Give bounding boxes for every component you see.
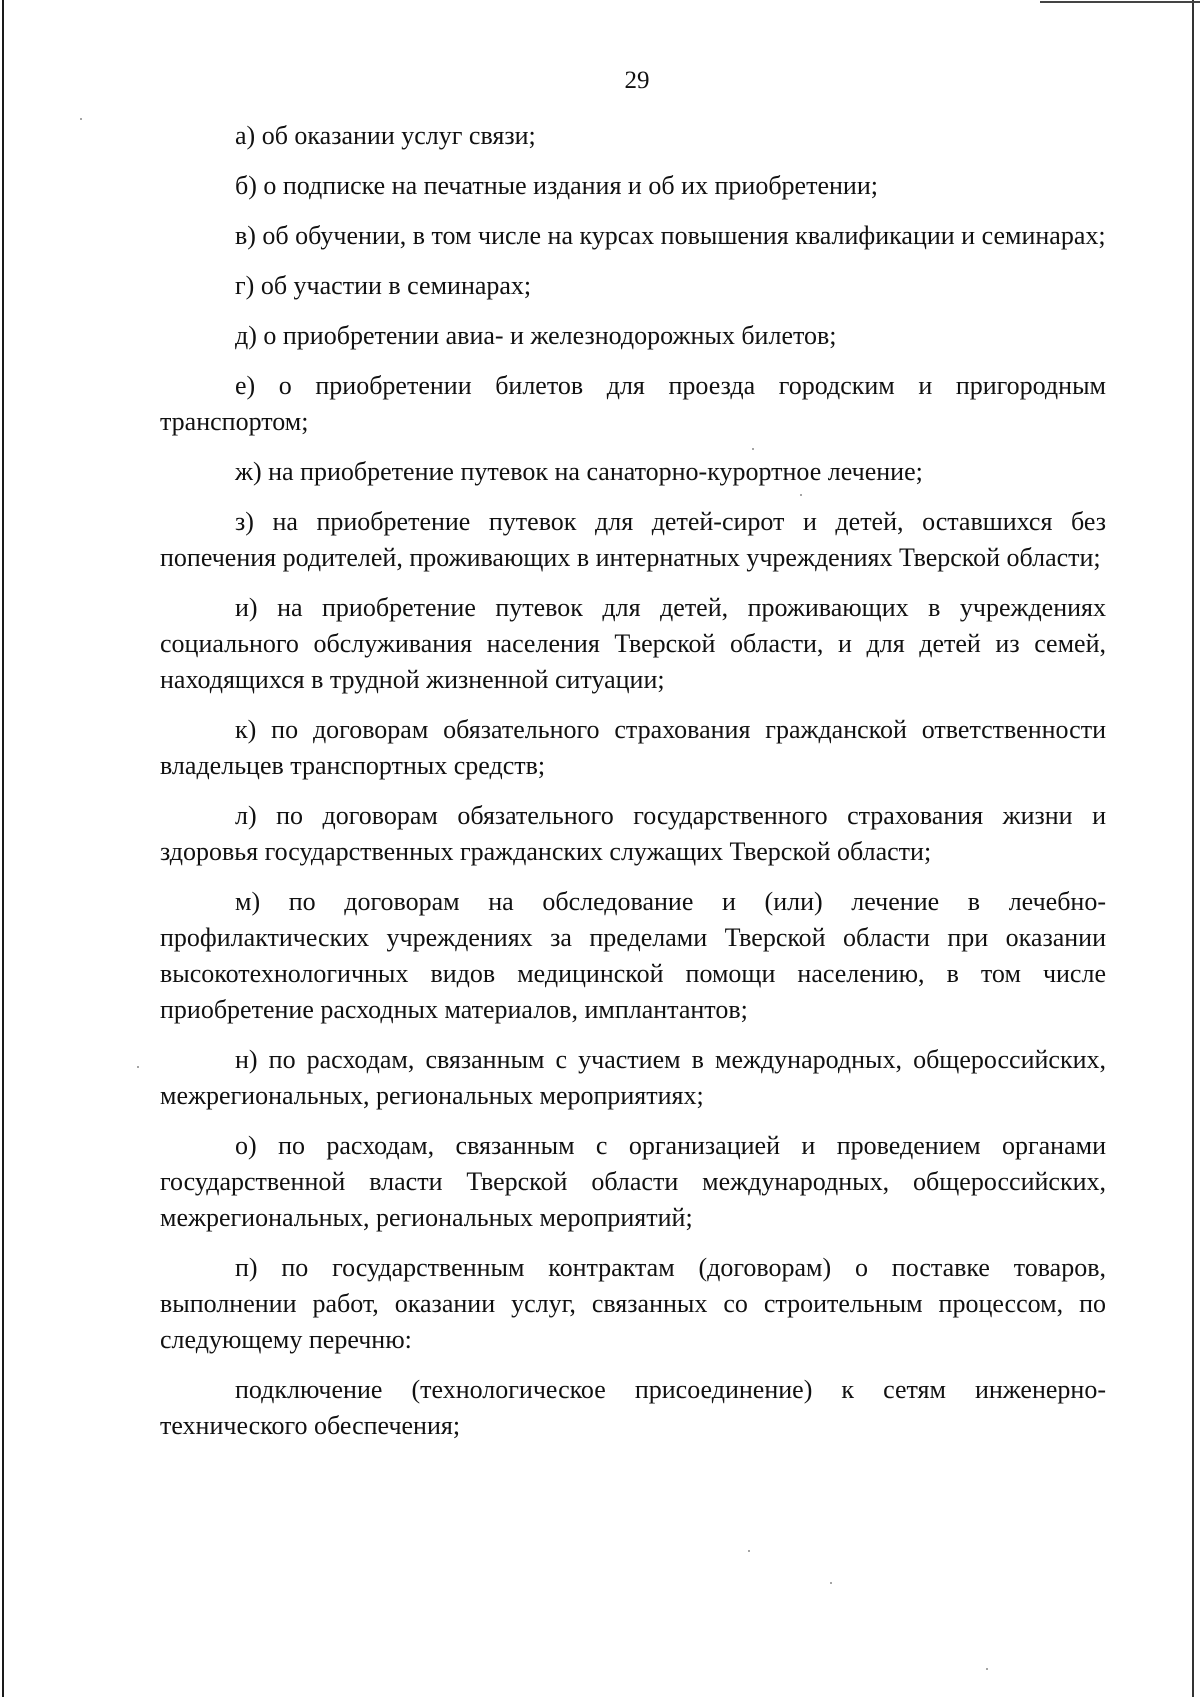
list-item-d: д) о приобретении авиа- и железнодорожных билетов; — [235, 321, 837, 350]
scan-speck — [137, 1066, 139, 1068]
list-item-e: е) о приобретении билетов для проезда городским и пригородным транспортом; — [160, 371, 1106, 436]
list-item-l: л) по договорам обязательного государственного страхования жизни и здоровья государственных гражданских служащих Тверской области; — [160, 801, 1106, 866]
scan-speck — [830, 1582, 832, 1584]
list-item-g: г) об участии в семинарах; — [235, 271, 532, 300]
list-item-o: о) по расходам, связанным с организацией и проведением органами государственной власти Тверской области международных, общероссийских, межрегиональных, региональных мероприятий; — [160, 1131, 1106, 1232]
page-number: 29 — [624, 67, 650, 94]
scan-speck — [752, 448, 754, 450]
list-item-k: к) по договорам обязательного страхования гражданской ответственности владельцев транспортных средств; — [160, 715, 1106, 780]
scan-speck — [748, 1550, 750, 1552]
scan-edge-left — [2, 0, 4, 1697]
list-item-m: м) по договорам на обследование и (или) лечение в лечебно-профилактических учреждениях за пределами Тверской области при оказании высокотехнологичных видов медицинской помощи населению, в том числе приобретение расходных материалов, имплантантов; — [160, 887, 1106, 1024]
scan-speck — [80, 118, 82, 120]
sub-item-connection: подключение (технологическое присоединение) к сетям инженерно-технического обеспечения; — [160, 1375, 1106, 1440]
list-item-b: б) о подписке на печатные издания и об их приобретении; — [235, 171, 878, 200]
list-item-zh: ж) на приобретение путевок на санаторно-курортное лечение; — [235, 457, 923, 486]
list-item-v: в) об обучении, в том числе на курсах повышения квалификации и семинарах; — [235, 221, 1106, 250]
list-item-i: и) на приобретение путевок для детей, проживающих в учреждениях социального обслуживания населения Тверской области, и для детей из семей, находящихся в трудной жизненной ситуации; — [160, 593, 1106, 694]
list-item-p: п) по государственным контрактам (договорам) о поставке товаров, выполнении работ, оказании услуг, связанных со строительным процессом, по следующему перечню: — [160, 1253, 1106, 1354]
list-item-z: з) на приобретение путевок для детей-сирот и детей, оставшихся без попечения родителей, проживающих в интернатных учреждениях Тверской области; — [160, 507, 1106, 572]
scan-speck — [986, 1668, 988, 1670]
scan-edge-top — [1040, 1, 1200, 3]
list-item-a: а) об оказании услуг связи; — [235, 121, 536, 150]
scan-edge-right — [1192, 0, 1194, 1697]
list-item-n: н) по расходам, связанным с участием в международных, общероссийских, межрегиональных, региональных мероприятиях; — [160, 1045, 1106, 1110]
document-body — [160, 118, 1106, 1458]
scan-speck — [800, 494, 802, 496]
